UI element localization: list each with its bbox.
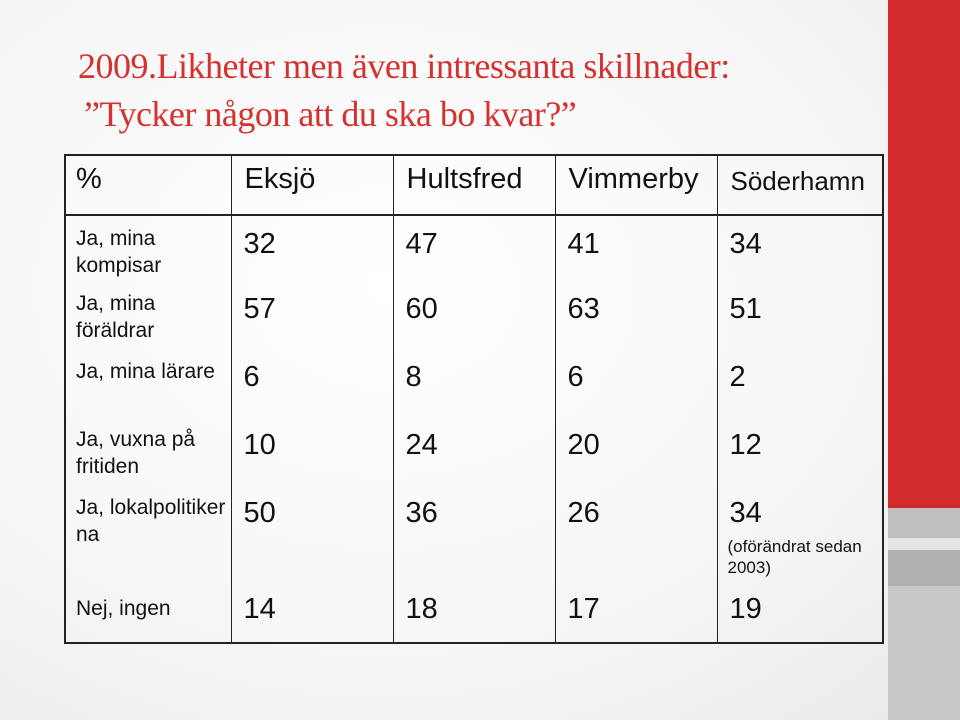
cell-value: 36 [393,485,555,581]
title-line-1: 2009.Likheter men även intressanta skillnader: [78,46,730,86]
table-row [65,215,883,281]
header-soderhamn: Söderhamn [717,155,883,215]
cell-value: 6 [555,349,717,417]
results-table [64,154,884,644]
cell-value: 17 [555,581,717,643]
cell-value-with-note [717,485,883,581]
row-label: Ja, mina kompisar [65,215,231,281]
row-label: Nej, ingen [65,581,231,643]
table-row [65,485,883,581]
header-hultsfred: Hultsfred [393,155,555,215]
cell-value: 50 [231,485,393,581]
cell-value: 41 [555,215,717,281]
cell-value: 24 [393,417,555,485]
row-label: Ja, mina föräldrar [65,281,231,349]
cell-value: 8 [393,349,555,417]
cell-value: 18 [393,581,555,643]
title-line-2: ”Tycker någon att du ska bo kvar?” [84,94,577,134]
slide-title [78,42,878,138]
table-row [65,581,883,643]
accent-bar-red [888,0,960,508]
table-row [65,281,883,349]
header-row [65,155,883,215]
cell-value: 51 [729,293,762,325]
header-vimmerby: Vimmerby [555,155,717,215]
cell-value: 10 [231,417,393,485]
accent-bar-gray-light [888,538,960,550]
header-eksjo: Eksjö [231,155,393,215]
cell-value: 2 [729,361,746,393]
header-percent: % [65,155,231,215]
cell-value: 57 [231,281,393,349]
cell-value: 63 [555,281,717,349]
cell-value: 34 [729,497,762,529]
table-row [65,349,883,417]
cell-value: 6 [231,349,393,417]
accent-bar-gray [888,508,960,538]
row-label: Ja, lokalpolitiker na [65,485,231,581]
cell-value: 26 [555,485,717,581]
row-label: Ja, vuxna på fritiden [65,417,231,485]
cell-note: (oförändrat sedan 2003) [727,537,862,577]
cell-value: 19 [729,593,762,625]
row-label: Ja, mina lärare [65,349,231,417]
cell-value: 32 [231,215,393,281]
cell-value: 14 [231,581,393,643]
accent-bar-gray-bottom [888,586,960,720]
cell-value: 60 [393,281,555,349]
cell-value: 12 [729,429,762,461]
cell-value: 20 [555,417,717,485]
accent-bar-gray-dark [888,550,960,586]
cell-value: 34 [729,228,762,260]
cell-value: 47 [393,215,555,281]
table-row [65,417,883,485]
